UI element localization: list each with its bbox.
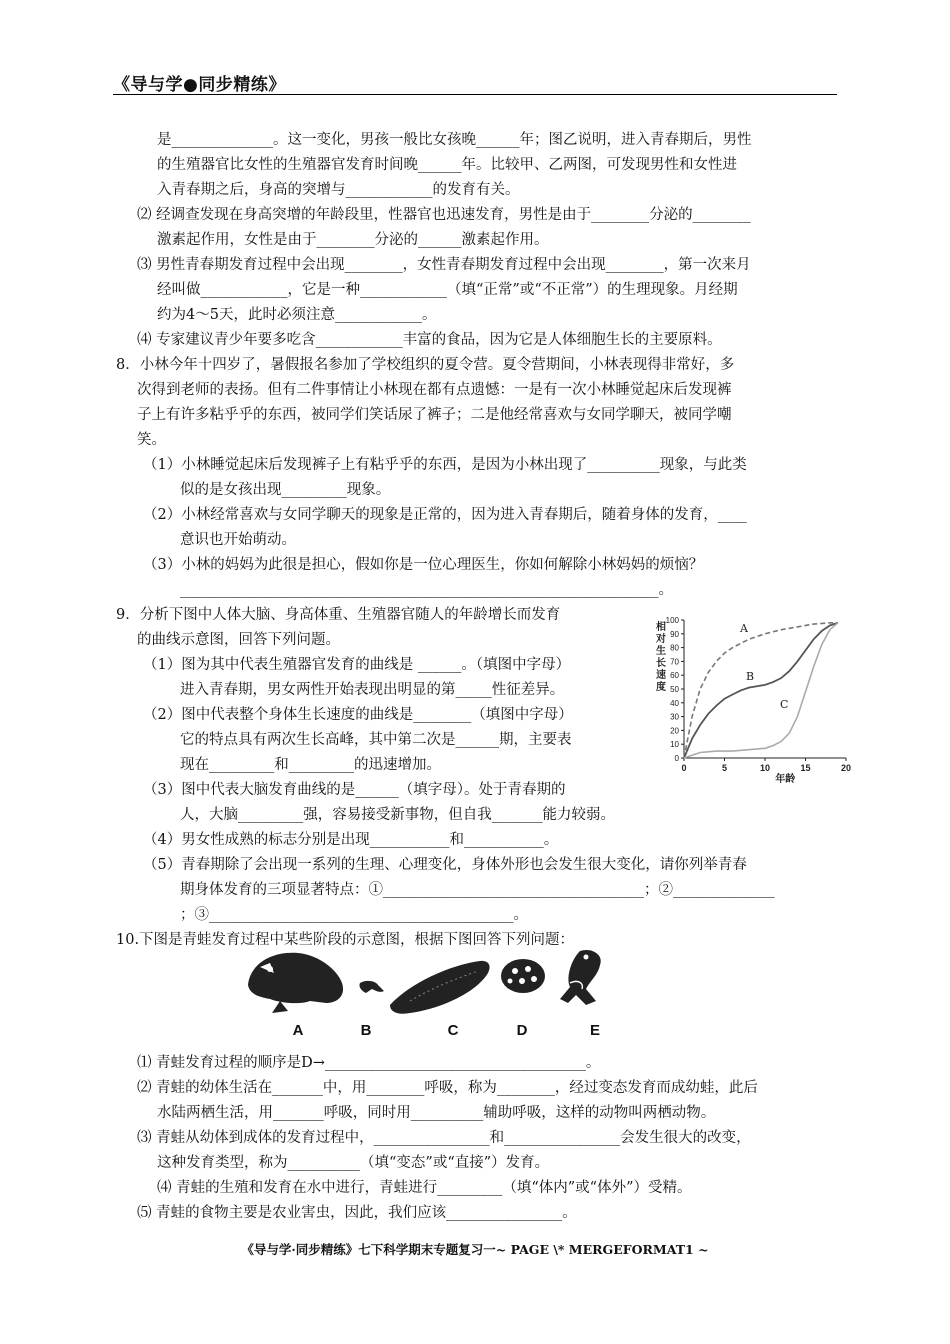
y-tick-label: 50 [670,685,679,694]
text-line: （1）图为其中代表生殖器官发育的曲线是 ______。（填图中字母） [143,657,571,673]
text-line: （2）图中代表整个身体生长速度的曲线是________（填图中字母） [143,707,573,723]
y-tick-label: 0 [674,754,679,763]
frog-stage-c-image [390,961,490,1014]
y-tick-label: 100 [665,616,679,625]
text-line: 的曲线示意图，回答下列问题。 [137,632,340,648]
text-line: 意识也开始萌动。 [180,532,296,548]
y-tick-label: 30 [670,712,679,722]
text-line: （3）图中代表大脑发育曲线的是______（填字母）。处于青春期的 [143,782,566,798]
x-tick-label: 20 [840,763,852,773]
text-line: 次得到老师的表扬。但有二件事情让小林现在都有点遗憾：一是有一次小林睡觉起床后发现裤 [137,382,732,398]
text-line: 进入青春期，男女两性开始表现出明显的第_____性征差异。 [180,682,565,698]
text-line: 水陆两栖生活，用_______呼吸，同时用__________辅助呼吸，这样的动物叫两栖动物。 [157,1105,716,1121]
text-line: 的生殖器官比女性的生殖器官发育时间晚______年。比较甲、乙两图，可发现男性和女性进 [157,157,737,173]
text-line: 入青春期之后，身高的突增与____________的发育有关。 [157,182,520,198]
text-line: （2）小林经常喜欢与女同学聊天的现象是正常的，因为进入青春期后，随着身体的发育，____ [143,507,747,523]
text-line: ⑵ 经调查发现在身高突增的年龄段里，性器官也迅速发育，男性是由于________分泌的________ [137,207,751,223]
frog-label-c: C [447,1022,459,1039]
x-tick-label: 15 [800,763,811,773]
header-rule [113,94,837,95]
question-8: 8．小林今年十四岁了，暑假报名参加了学校组织的夏令营。夏令营期间，小林表现得非常好，多 [116,357,735,373]
page-header-title: 《导与学●同步精练》 [113,75,286,95]
text-line: 经叫做____________，它是一种____________（填“正常”或“不正常”）的生理现象。月经期 [157,282,738,298]
text-line: （4）男女性成熟的标志分别是出现___________和___________。 [143,832,559,848]
series-label-a: A [740,622,748,635]
text-line: ⑶ 男性青春期发育过程中会出现________，女性青春期发育过程中会出现________，第一次来月 [137,257,751,273]
text-line: ⑷ 专家建议青少年要多吃含____________丰富的食品，因为它是人体细胞生长的主要原料。 [137,332,722,348]
text-line: ；③__________________________________________。 [180,907,528,923]
series-line-c [684,623,838,758]
y-tick-label: 40 [670,698,679,708]
text-line: ⑷ 青蛙的生殖和发育在水中进行，青蛙进行_________（填“体内”或“体外”）受精。 [157,1180,692,1196]
text-line: 约为4～5天，此时必须注意____________。 [157,307,437,323]
series-label-c: C [780,698,789,711]
text-line: （3）小林的妈妈为此很是担心，假如你是一位心理医生，你如何解除小林妈妈的烦恼？ [143,557,704,573]
series-line-a [684,623,838,758]
y-axis-label: 相对生长速度 [656,622,666,693]
y-tick-label: 20 [670,726,679,736]
frog-stage-b-image [359,981,384,993]
text-line: 似的是女孩出现_________现象。 [180,482,391,498]
text-line: ⑶ 青蛙从幼体到成体的发育过程中，________________和________________会发生很大的改变， [137,1130,751,1146]
text-line: 子上有许多粘乎乎的东西，被同学们笑话尿了裤子；二是他经常喜欢与女同学聊天，被同学嘲 [137,407,732,423]
x-tick-label: 10 [759,763,771,773]
text-line: 是______________。这一变化，男孩一般比女孩晚______年；图乙说明，进入青春期后，男性 [157,132,752,148]
y-tick-label: 60 [670,671,679,681]
question-9: 9．分析下图中人体大脑、身高体重、生殖器官随人的年龄增长而发育 [116,607,561,623]
text-line: 人，大脑_________强，容易接受新事物，但自我_______能力较弱。 [180,807,615,823]
x-tick-label: 0 [681,763,687,773]
text-line: 激素起作用，女性是由于________分泌的______激素起作用。 [157,232,549,248]
text-line: ⑴ 青蛙发育过程的顺序是D→____________________________________。 [137,1055,601,1071]
text-line: （1）小林睡觉起床后发现裤子上有粘乎乎的东西，是因为小林出现了__________现象，与此类 [143,457,747,473]
text-line: （5）青春期除了会出现一系列的生理、心理变化，身体外形也会发生很大变化，请你列举青春 [143,857,747,873]
text-line: 笑。 [137,432,166,448]
growth-curve-chart [648,612,852,785]
y-tick-label: 80 [670,643,679,653]
text-line: ⑵ 青蛙的幼体生活在_______中，用________呼吸，称为________，经过变态发育而成幼蛙，此后 [137,1080,758,1096]
frog-label-a: A [292,1022,304,1039]
text-line: 这种发育类型，称为__________（填“变态”或“直接”）发育。 [157,1155,550,1171]
frog-label-d: D [516,1022,528,1039]
text-line: 它的特点具有两次生长高峰，其中第二次是______期，主要表 [180,732,572,748]
frog-stage-d-image [501,959,545,993]
frog-development-figure [240,943,620,1038]
frog-stage-e-image [560,950,601,1005]
frog-label-b: B [360,1022,372,1039]
question-10: 10.下图是青蛙发育过程中某些阶段的示意图，根据下图回答下列问题： [116,932,575,948]
y-tick-label: 10 [670,740,679,750]
series-label-b: B [746,670,755,683]
text-line: ⑸ 青蛙的食物主要是农业害虫，因此，我们应该________________。 [137,1205,577,1221]
series-line-b [684,623,838,758]
answer-blank-line: __________________________________________________________________。 [180,582,673,598]
y-tick-label: 90 [670,629,679,639]
frog-stage-a-image [248,953,343,1013]
text-line: 现在_________和_________的迅速增加。 [180,757,441,773]
x-axis-label: 年龄 [775,774,796,785]
y-tick-label: 70 [670,657,679,667]
text-line: 期身体发育的三项显著特点：①____________________________________；②______________ [180,882,775,898]
frog-label-e: E [589,1022,601,1039]
page-footer: 《导与学·同步精练》七下科学期末专题复习一~ PAGE \* MERGEFORMAT1 ~ [241,1242,709,1257]
x-tick-label: 5 [721,763,728,773]
